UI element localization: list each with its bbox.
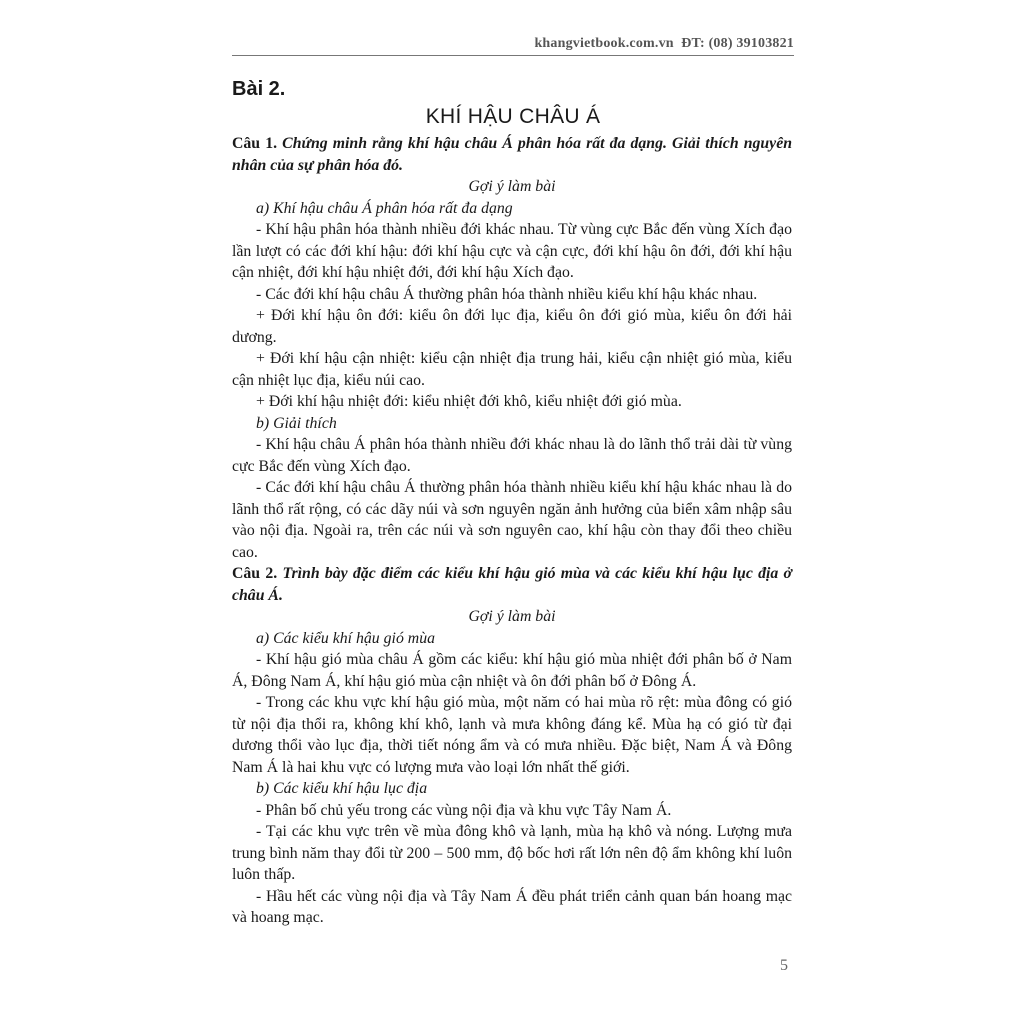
question-2-section-a-heading: a) Các kiểu khí hậu gió mùa: [256, 629, 435, 647]
question-1-text: Chứng minh rằng khí hậu châu Á phân hóa rất đa dạng. Giải thích nguyên nhân của sự phân hóa đó.: [232, 135, 792, 174]
paragraph: - Phân bố chủ yếu trong các vùng nội địa và khu vực Tây Nam Á.: [256, 801, 672, 819]
paragraph: + Đới khí hậu nhiệt đới: kiểu nhiệt đới khô, kiểu nhiệt đới gió mùa.: [256, 393, 682, 410]
paragraph: + Đới khí hậu ôn đới: kiểu ôn đới lục địa, kiểu ôn đới gió mùa, kiểu ôn đới hải dương.: [232, 307, 792, 346]
paragraph: - Các đới khí hậu châu Á thường phân hóa thành nhiều kiểu khí hậu khác nhau là do lãnh thổ rất rộng, có các dãy núi và sơn nguyên ngăn ảnh hưởng của biển xâm nhập sâu vào nội địa. Ngoài ra, trên các núi và sơn nguyên cao, khí hậu còn thay đổi theo chiều cao.: [232, 479, 792, 561]
paragraph: + Đới khí hậu cận nhiệt: kiểu cận nhiệt địa trung hải, kiểu cận nhiệt gió mùa, kiểu cận nhiệt lục địa, kiểu núi cao.: [232, 350, 792, 389]
paragraph: - Khí hậu gió mùa châu Á gồm các kiểu: khí hậu gió mùa nhiệt đới phân bố ở Nam Á, Đông Nam Á, khí hậu gió mùa cận nhiệt và ôn đới phân bố ở Đông Á.: [232, 651, 792, 690]
question-2: [232, 563, 792, 606]
question-1-label: Câu 1.: [232, 135, 278, 152]
question-1-section-b-heading: b) Giải thích: [256, 414, 337, 432]
question-2-hint: Gợi ý làm bài: [468, 608, 556, 625]
paragraph: - Khí hậu châu Á phân hóa thành nhiều đới khác nhau là do lãnh thổ trải dài từ vùng cực Bắc đến vùng Xích đạo.: [232, 436, 792, 475]
paragraph: - Hầu hết các vùng nội địa và Tây Nam Á đều phát triển cảnh quan bán hoang mạc và hoang mạc.: [232, 887, 792, 926]
paragraph: - Các đới khí hậu châu Á thường phân hóa thành nhiều kiểu khí hậu khác nhau.: [256, 285, 758, 303]
question-2-section-b-heading: b) Các kiểu khí hậu lục địa: [256, 780, 428, 797]
question-1-hint: Gợi ý làm bài: [468, 178, 556, 195]
page-title: KHÍ HẬU CHÂU Á: [425, 105, 601, 128]
page-header: [232, 36, 794, 52]
question-1: [232, 133, 792, 176]
lesson-label: Bài 2.: [232, 78, 286, 100]
question-2-text: Trình bày đặc điểm các kiểu khí hậu gió mùa và các kiểu khí hậu lục địa ở châu Á.: [232, 565, 792, 604]
question-1-section-a-heading: a) Khí hậu châu Á phân hóa rất đa dạng: [256, 199, 513, 217]
question-2-label: Câu 2.: [232, 565, 278, 582]
paragraph: - Tại các khu vực trên về mùa đông khô và lạnh, mùa hạ khô và nóng. Lượng mưa trung bình năm thay đổi từ 200 – 500 mm, độ bốc hơi rất lớn nên độ ẩm không khí luôn luôn thấp.: [232, 823, 792, 883]
header-divider: [232, 55, 794, 56]
paragraph: - Khí hậu phân hóa thành nhiều đới khác nhau. Từ vùng cực Bắc đến vùng Xích đạo lần lượt có các đới khí hậu: đới khí hậu cực và cận cực, đới khí hậu ôn đới, đới khí hậu cận nhiệt, đới khí hậu nhiệt đới, đới khí hậu Xích đạo.: [232, 221, 792, 281]
header-site: khangvietbook.com.vn: [534, 36, 674, 51]
header-phone: ĐT: (08) 39103821: [681, 36, 794, 51]
document-body: [232, 133, 792, 929]
paragraph: - Trong các khu vực khí hậu gió mùa, một năm có hai mùa rõ rệt: mùa đông có gió từ nội địa thổi ra, không khí khô, lạnh và mưa không đáng kể. Mùa hạ có gió từ đại dương thổi vào lục địa, thời tiết nóng ẩm và có mưa nhiều. Đặc biệt, Nam Á và Đông Nam Á là hai khu vực có lượng mưa vào loại lớn nhất thế giới.: [232, 694, 792, 776]
page-number: 5: [780, 957, 788, 974]
